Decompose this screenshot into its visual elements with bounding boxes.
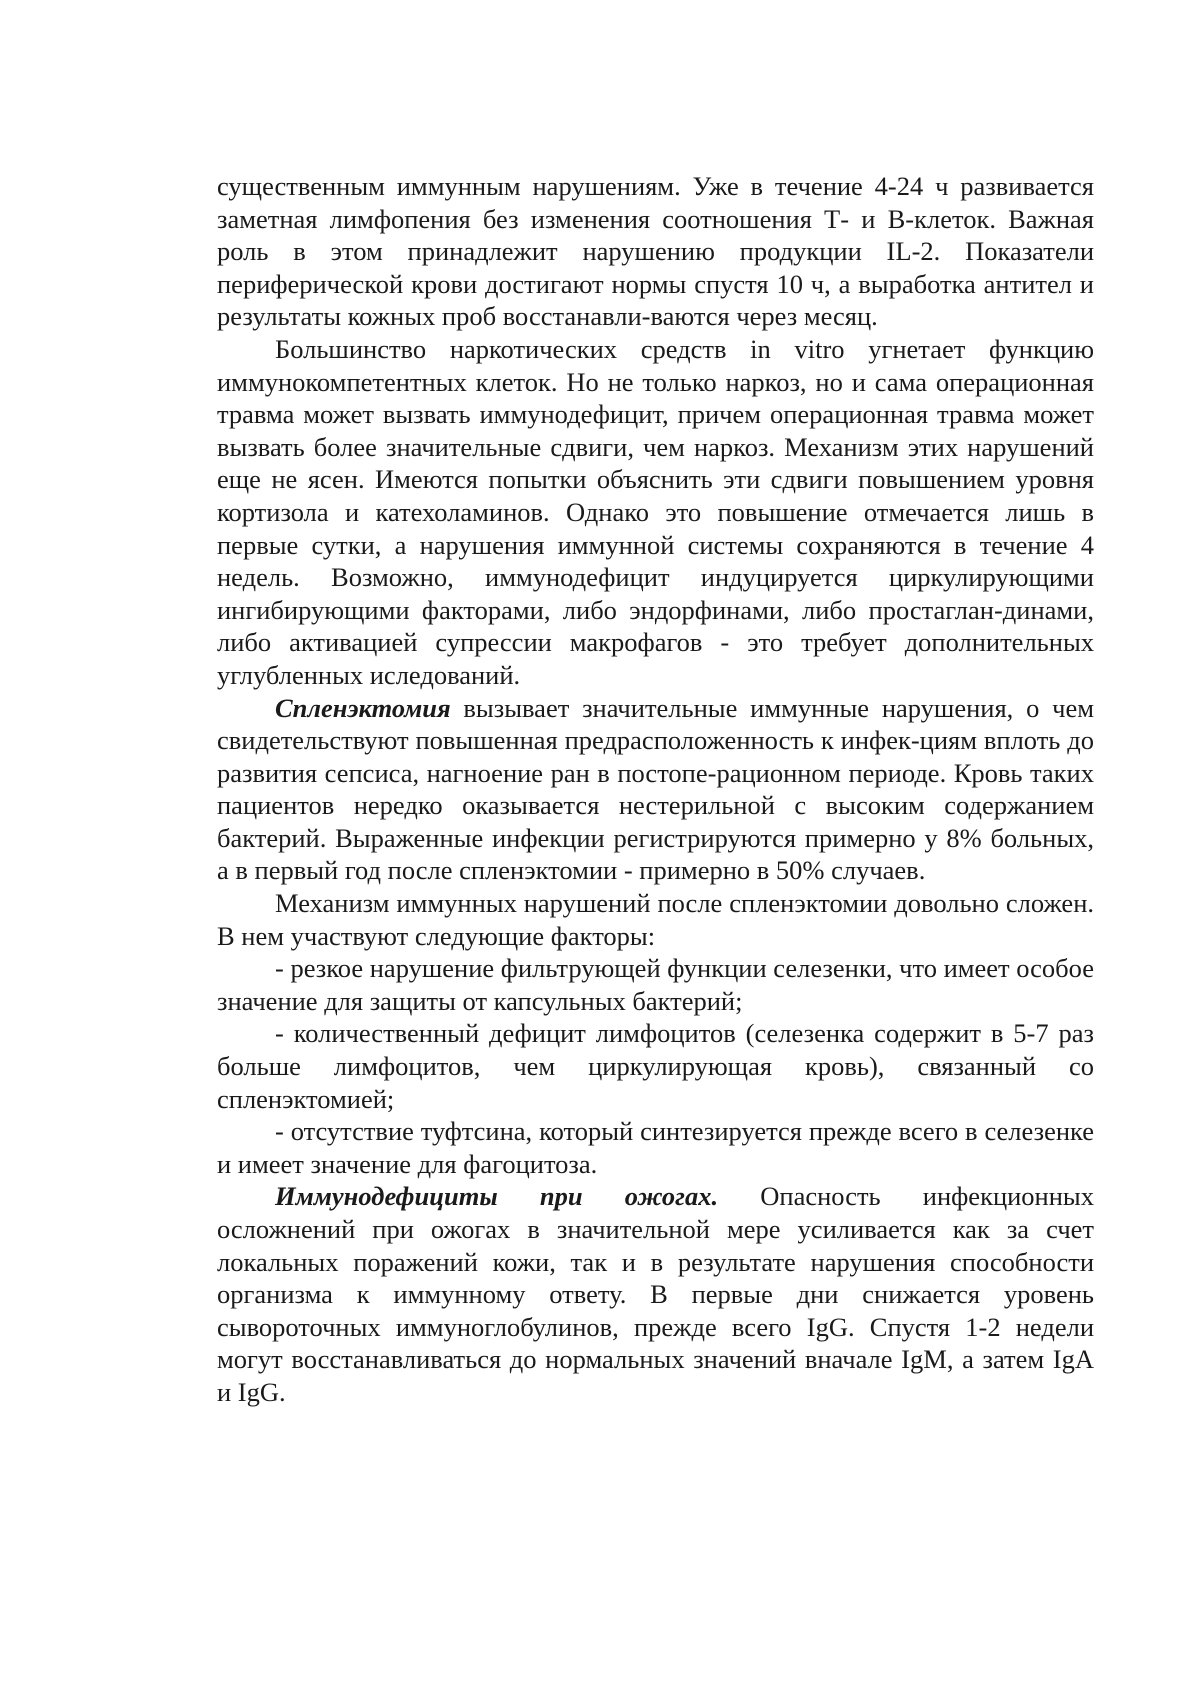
paragraph-text: существенным иммунным нарушениям. Уже в течение 4-24 ч развивается заметная лимфопения без изменения соотношения Т- и В-клеток. Важная роль в этом принадлежит нарушению продукции IL-2. Показатели периферической крови достигают нормы спустя 10 ч, а выработка антител и результаты кожных проб восстанавли-ваются через месяц. <box>217 171 1094 332</box>
list-item-text: - отсутствие туфтсина, который синтезируется прежде всего в селезенке и имеет значение для фагоцитоза. <box>217 1116 1094 1179</box>
paragraph-anesthesia <box>217 333 1094 692</box>
list-item-lymphocytes <box>217 1017 1094 1115</box>
list-item-filtering <box>217 952 1094 1017</box>
paragraph-splenectomy <box>217 692 1094 888</box>
paragraph-text: вызывает значительные иммунные нарушения, о чем свидетельствуют повышенная предрасположенность к инфек-циям вплоть до развития сепсиса, нагноение ран в постопе-рационном периоде. Кровь таких пациентов нередко оказывается нестерильной с высоким содержанием бактерий. Выраженные инфекции регистрируются примерно у 8% больных, а в первый год после спленэктомии - примерно в 50% случаев. <box>217 692 1094 886</box>
paragraph-immune-disorders-intro <box>217 170 1094 333</box>
list-item-text: - резкое нарушение фильтрующей функции селезенки, что имеет особое значение для защиты от капсульных бактерий; <box>217 953 1094 1016</box>
paragraph-burns <box>217 1180 1094 1408</box>
paragraph-text: Механизм иммунных нарушений после спленэктомии довольно сложен. В нем участвуют следующие факторы: <box>217 888 1094 951</box>
paragraph-mechanism <box>217 887 1094 952</box>
term-splenectomy: Спленэктомия <box>275 692 451 723</box>
list-item-text: - количественный дефицит лимфоцитов (селезенка содержит в 5-7 раз больше лимфоцитов, чем циркулирующая кровь), связанный со спленэктомией; <box>217 1018 1094 1114</box>
list-item-tuftsin <box>217 1115 1094 1180</box>
paragraph-text: Большинство наркотических средств in vitro угнетает функцию иммунокомпетентных клеток. Но не только наркоз, но и сама операционная травма может вызвать иммунодефицит, причем операционная травма может вызвать более значительные сдвиги, чем наркоз. Механизм этих нарушений еще не ясен. Имеются попытки объяснить эти сдвиги повышением уровня кортизола и катехоламинов. Однако это повышение отмечается лишь в первые сутки, а нарушения иммунной системы сохраняются в течение 4 недель. Возможно, иммунодефицит индуцируется циркулирующими ингибирующими факторами, либо эндорфинами, либо простаглан-динами, либо активацией супрессии макрофагов - это требует дополнительных углубленных иследований. <box>217 333 1094 690</box>
body-text <box>217 170 1094 1409</box>
term-burns-immunodeficiency: Иммунодефициты при ожогах. <box>275 1181 719 1212</box>
paragraph-text: Опасность инфекционных осложнений при ожогах в значительной мере усиливается как за счет локальных поражений кожи, так и в результате нарушения способности организма к иммунному ответу. В первые дни снижается уровень сывороточных иммуноглобулинов, прежде всего IgG. Спустя 1-2 недели могут восстанавливаться до нормальных значений вначале IgM, а затем IgA и IgG. <box>217 1181 1094 1407</box>
